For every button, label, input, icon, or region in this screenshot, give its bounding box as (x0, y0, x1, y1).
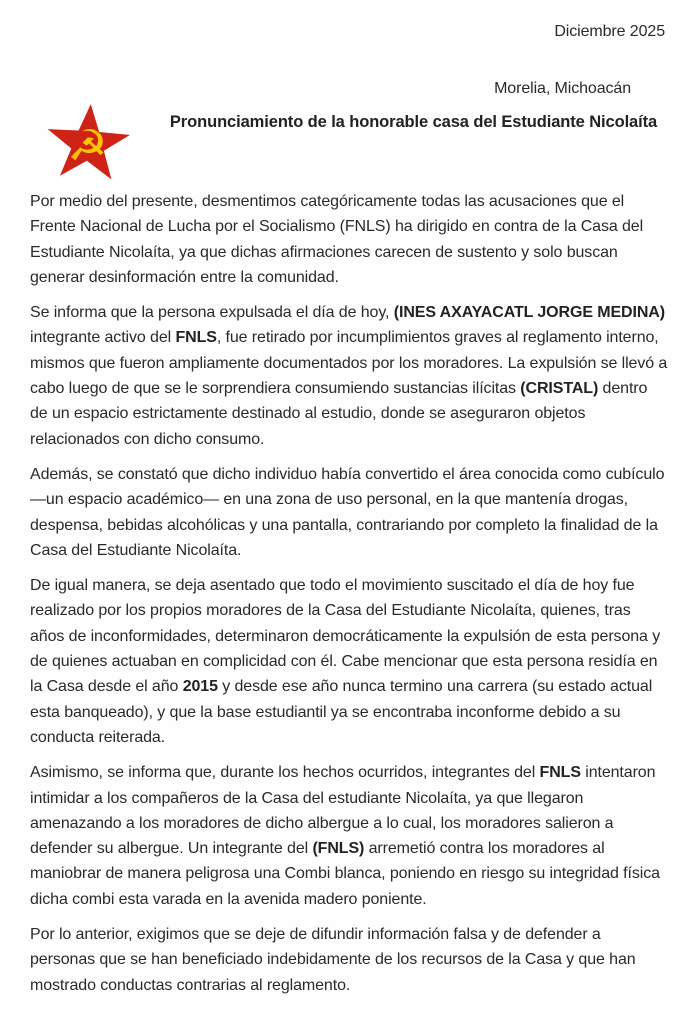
paragraph-6: Por lo anterior, exigimos que se deje de difundir información falsa y de defender a personas que se han beneficiado indebidamente de los recursos de la Casa y que han mostrado conductas contrarias al reglamento. (30, 926, 636, 994)
paragraph-1: Por medio del presente, desmentimos categóricamente todas las acusaciones que el Frente Nacional de Lucha por el Socialismo (FNLS) ha dirigido en contra de la Casa del Estudiante Nicolaíta, ya que dichas afirmaciones carecen de sustento y solo buscan generar desinformación entre la comunidad. (30, 193, 644, 286)
place-text: Morelia, Michoacán (494, 80, 631, 97)
paragraph-2: Se informa que la persona expulsada el día de hoy, (INES AXAYACATL JORGE MEDINA) integrante activo del FNLS, fue retirado por incumplimientos graves al reglamento interno, mismos que fueron ampliamente documentados por los moradores. La expulsión se llevó a cabo luego de que se le sorprendiera consumiendo sustancias ilícitas (CRISTAL) dentro de un espacio estrictamente destinado al estudio, donde se aseguraron objetos relacionados con dicho consumo. (30, 304, 668, 448)
paragraph-3: Además, se constató que dicho individuo había convertido el área conocida como cubículo —un espacio académico— en una zona de uso personal, en la que mantenía drogas, despensa, bebidas alcohólicas y una pantalla, contrariando por completo la finalidad de la Casa del Estudiante Nicolaíta. (30, 465, 665, 559)
hammer-sickle-icon: ☭ (66, 119, 110, 174)
communist-star-logo (0, 99, 140, 185)
paragraph-5: Asimismo, se informa que, durante los hechos ocurridos, integrantes del FNLS intentaron intimidar a los compañeros de la Casa del estudiante Nicolaíta, ya que llegaron amenazando a los moradores de dicho albergue a lo cual, los moradores salieron a defender su albergue. Un integrante del (FNLS) arremetió contra los moradores al maniobrar de manera peligrosa una Combi blanca, poniendo en riesgo su integridad física dicha combi esta varada en la avenida madero poniente. (30, 764, 660, 908)
letter-body (0, 185, 693, 998)
date-text: Diciembre 2025 (554, 23, 665, 40)
paragraph-4: De igual manera, se deja asentado que todo el movimiento suscitado el día de hoy fue realizado por los propios moradores de la Casa del Estudiante Nicolaíta, quienes, tras años de inconformidades, determinaron democráticamente la expulsión de esta persona y de quienes actuaban en complicidad con él. Cabe mencionar que esta persona residía en la Casa desde el año 2015 y desde ese año nunca termino una carrera (su estado actual esta banqueado), y que la base estudiantil ya se encontraba inconforme debido a su conducta reiterada. (30, 577, 661, 746)
page-title: Pronunciamiento de la honorable casa del Estudiante Nicolaíta (169, 113, 658, 131)
letter-header (0, 99, 693, 185)
